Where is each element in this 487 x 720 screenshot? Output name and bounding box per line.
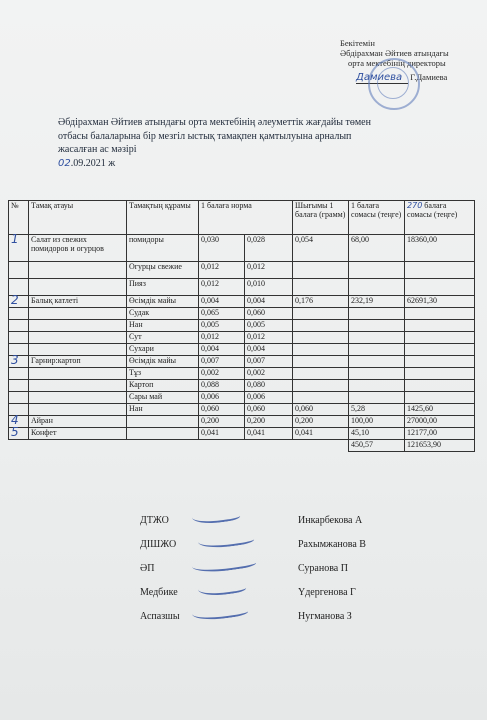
table-row — [9, 332, 475, 344]
cell-c2 — [405, 344, 475, 356]
cell-n1: 0,012 — [199, 262, 245, 279]
cell-c2 — [405, 262, 475, 279]
table-row — [9, 296, 475, 308]
header-cost-one: 1 балаға сомасы (теңге) — [349, 201, 405, 235]
total-c2: 121653,90 — [405, 440, 475, 452]
cell-num — [9, 262, 29, 279]
header-cost-total — [405, 201, 475, 235]
cell-ing: помидоры — [127, 235, 199, 262]
cell-n1: 0,088 — [199, 380, 245, 392]
table-row — [9, 428, 475, 440]
cell-num: 5 — [9, 428, 29, 440]
cell-num: 2 — [9, 296, 29, 308]
cell-c1 — [349, 368, 405, 380]
table-total-row — [9, 440, 475, 452]
cell-c1 — [349, 262, 405, 279]
signature-name: Үдергенова Г — [298, 587, 356, 598]
total-empty-cell — [245, 440, 293, 452]
cell-c1: 5,28 — [349, 404, 405, 416]
cell-dish: Салат из свежих помидоров и огурцов — [29, 235, 127, 262]
cell-ing: Сухари — [127, 344, 199, 356]
total-c1: 450,57 — [349, 440, 405, 452]
cell-out — [293, 332, 349, 344]
official-stamp — [368, 58, 420, 110]
cell-num — [9, 368, 29, 380]
menu-date — [58, 158, 115, 169]
cell-out — [293, 392, 349, 404]
cell-dish — [29, 262, 127, 279]
cell-dish — [29, 320, 127, 332]
cell-n1: 0,060 — [199, 404, 245, 416]
cell-c1 — [349, 332, 405, 344]
cell-num — [9, 320, 29, 332]
cell-c1: 45,10 — [349, 428, 405, 440]
handwritten-signature — [191, 553, 256, 576]
cell-dish — [29, 332, 127, 344]
cell-ing: Сут — [127, 332, 199, 344]
cell-dish: Конфет — [29, 428, 127, 440]
cell-n2: 0,012 — [245, 262, 293, 279]
cell-n2: 0,004 — [245, 344, 293, 356]
cell-n2: 0,080 — [245, 380, 293, 392]
cell-ing: Судак — [127, 308, 199, 320]
cell-out: 0,054 — [293, 235, 349, 262]
table-row — [9, 308, 475, 320]
cell-n1: 0,065 — [199, 308, 245, 320]
cell-num: 3 — [9, 356, 29, 368]
cell-out: 0,200 — [293, 416, 349, 428]
cell-ing: Пияз — [127, 279, 199, 296]
cell-n2: 0,028 — [245, 235, 293, 262]
table-row — [9, 262, 475, 279]
cell-c2: 27000,00 — [405, 416, 475, 428]
cell-c2 — [405, 368, 475, 380]
cell-dish — [29, 308, 127, 320]
signature-role: Аспазшы — [140, 611, 180, 622]
total-empty-cell — [9, 440, 29, 452]
table-row — [9, 320, 475, 332]
handwritten-signature — [197, 578, 246, 599]
cell-c2 — [405, 380, 475, 392]
signature-role: ӘП — [140, 563, 155, 574]
cell-n1: 0,004 — [199, 296, 245, 308]
cell-n2: 0,012 — [245, 332, 293, 344]
total-empty-cell — [29, 440, 127, 452]
director-name: Г.Дамиева — [410, 72, 448, 82]
header-composition: Тамақтың құрамы — [127, 201, 199, 235]
cell-c2 — [405, 332, 475, 344]
header-dish: Тамақ атауы — [29, 201, 127, 235]
handwritten-signature — [197, 529, 254, 551]
cell-out — [293, 308, 349, 320]
title-line-3: жасалған ас мәзірі — [58, 144, 137, 155]
header-count: 270 — [407, 201, 423, 210]
cell-c1: 100,00 — [349, 416, 405, 428]
table-row — [9, 368, 475, 380]
approval-line-1: Бекітемін — [340, 38, 375, 48]
cell-ing: Сары май — [127, 392, 199, 404]
cell-ing: Нан — [127, 320, 199, 332]
cell-dish — [29, 279, 127, 296]
menu-table — [8, 200, 475, 452]
cell-dish — [29, 404, 127, 416]
cell-dish — [29, 380, 127, 392]
table-row — [9, 344, 475, 356]
cell-out — [293, 320, 349, 332]
cell-c1 — [349, 320, 405, 332]
cell-n2: 0,005 — [245, 320, 293, 332]
table-row — [9, 279, 475, 296]
cell-n2: 0,060 — [245, 404, 293, 416]
cell-n1: 0,002 — [199, 368, 245, 380]
cell-dish: Балық катлеті — [29, 296, 127, 308]
table-row — [9, 404, 475, 416]
cell-ing: Огурцы свежие — [127, 262, 199, 279]
table-row — [9, 380, 475, 392]
cell-n2: 0,010 — [245, 279, 293, 296]
document-title — [58, 116, 478, 157]
cell-ing — [127, 428, 199, 440]
signature-role: ДТЖО — [140, 515, 169, 526]
cell-dish — [29, 368, 127, 380]
cell-ing: Нан — [127, 404, 199, 416]
title-line-1: Әбдірахман Әйтиев атындағы орта мектебінің әлеуметтік жағдайы төмен — [58, 117, 371, 128]
cell-num: 1 — [9, 235, 29, 262]
cell-c2: 18360,00 — [405, 235, 475, 262]
cell-c2 — [405, 320, 475, 332]
cell-out — [293, 344, 349, 356]
cell-c1 — [349, 356, 405, 368]
cell-c1 — [349, 308, 405, 320]
cell-dish: Гарнир:картоп — [29, 356, 127, 368]
handwritten-signature — [191, 506, 240, 527]
handwritten-signature — [191, 601, 248, 623]
cell-dish: Айран — [29, 416, 127, 428]
cell-n1: 0,006 — [199, 392, 245, 404]
cell-ing: Өсімдік майы — [127, 296, 199, 308]
cell-ing: Тұз — [127, 368, 199, 380]
cell-c1 — [349, 392, 405, 404]
table-row — [9, 392, 475, 404]
cell-out: 0,176 — [293, 296, 349, 308]
cell-out — [293, 279, 349, 296]
cell-n1: 0,005 — [199, 320, 245, 332]
cell-ing: Өсімдік майы — [127, 356, 199, 368]
cell-dish — [29, 392, 127, 404]
table-row — [9, 416, 475, 428]
total-empty-cell — [199, 440, 245, 452]
cell-n2: 0,060 — [245, 308, 293, 320]
cell-n1: 0,041 — [199, 428, 245, 440]
total-empty-cell — [293, 440, 349, 452]
date-day: 02 — [58, 158, 71, 169]
cell-c2 — [405, 392, 475, 404]
header-cost-total-label: балаға сомасы (теңге) — [407, 201, 458, 219]
signature-name: Суранова П — [298, 563, 348, 574]
cell-out — [293, 368, 349, 380]
cell-num: 4 — [9, 416, 29, 428]
cell-out: 0,041 — [293, 428, 349, 440]
cell-n2: 0,041 — [245, 428, 293, 440]
header-num: № — [9, 201, 29, 235]
cell-n1: 0,200 — [199, 416, 245, 428]
cell-num — [9, 308, 29, 320]
signature-name: Нугманова З — [298, 611, 352, 622]
cell-n1: 0,004 — [199, 344, 245, 356]
cell-n2: 0,006 — [245, 392, 293, 404]
cell-n2: 0,002 — [245, 368, 293, 380]
director-signature: Дамиева — [356, 72, 408, 84]
signature-role: ДІШЖО — [140, 539, 177, 550]
cell-n2: 0,004 — [245, 296, 293, 308]
cell-out — [293, 356, 349, 368]
cell-out — [293, 380, 349, 392]
cell-n2: 0,007 — [245, 356, 293, 368]
cell-num — [9, 392, 29, 404]
cell-c1: 68,00 — [349, 235, 405, 262]
cell-num — [9, 380, 29, 392]
signature-name: Рахымжанова В — [298, 539, 366, 550]
cell-out — [293, 262, 349, 279]
cell-n1: 0,030 — [199, 235, 245, 262]
cell-num — [9, 332, 29, 344]
total-empty-cell — [127, 440, 199, 452]
date-rest: .09.2021 ж — [70, 158, 116, 169]
cell-ing — [127, 416, 199, 428]
approval-line-2: Әбдірахман Әйтиев атындағы — [340, 48, 449, 58]
cell-c2: 12177,00 — [405, 428, 475, 440]
cell-c2: 62691,30 — [405, 296, 475, 308]
header-consumption: Шығымы 1 балаға (грамм) — [293, 201, 349, 235]
cell-c2 — [405, 308, 475, 320]
cell-c2: 1425,60 — [405, 404, 475, 416]
cell-n2: 0,200 — [245, 416, 293, 428]
cell-ing: Картоп — [127, 380, 199, 392]
table-row — [9, 356, 475, 368]
header-norm: 1 балаға норма — [199, 201, 293, 235]
cell-c1 — [349, 380, 405, 392]
signature-name: Инкарбекова А — [298, 515, 363, 526]
cell-c1 — [349, 279, 405, 296]
cell-n1: 0,012 — [199, 332, 245, 344]
cell-n1: 0,007 — [199, 356, 245, 368]
cell-c1 — [349, 344, 405, 356]
cell-c2 — [405, 356, 475, 368]
cell-c2 — [405, 279, 475, 296]
cell-dish — [29, 344, 127, 356]
table-header-row — [9, 201, 475, 235]
cell-n1: 0,012 — [199, 279, 245, 296]
cell-c1: 232,19 — [349, 296, 405, 308]
signature-role: Медбике — [140, 587, 178, 598]
approval-line-3: орта мектебінің директоры — [348, 58, 446, 68]
title-line-2: отбасы балаларына бір мезгіл ыстық тамақпен қамтылуына арналып — [58, 130, 352, 142]
cell-out: 0,060 — [293, 404, 349, 416]
table-row — [9, 235, 475, 262]
